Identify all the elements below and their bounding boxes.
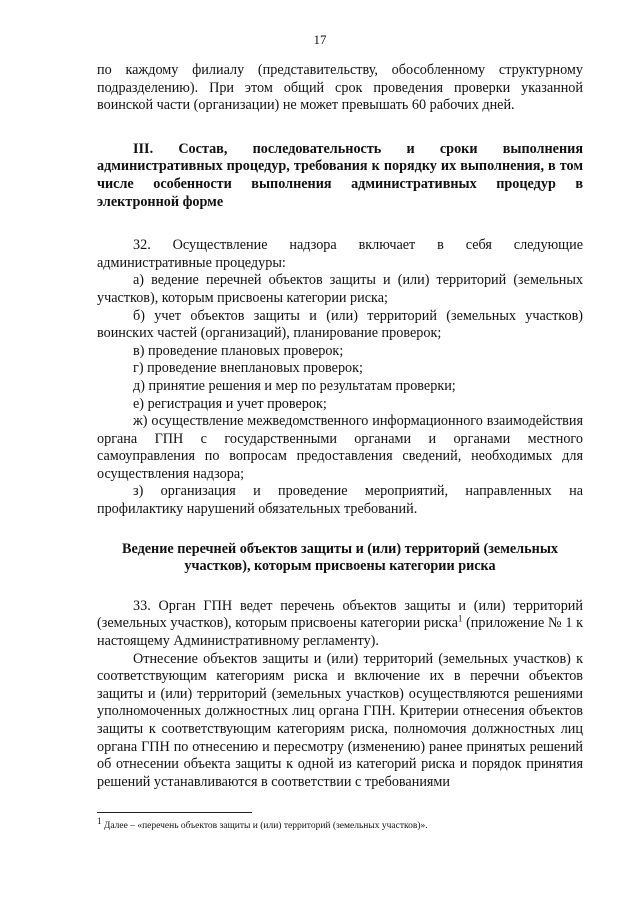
section-title: III. Состав, последовательность и сроки выполнения административных процедур, требования к порядку их выполнения, в том числе особенности выполнения административных процедур в электронной форме (97, 140, 583, 210)
list-item-g: г) проведение внеплановых проверок; (133, 360, 363, 377)
list-item-z: з) организация и проведение мероприятий, направленных на профилактику нарушений обязательных требований. (97, 483, 583, 518)
footnote-divider (97, 812, 252, 813)
intro-paragraph: по каждому филиалу (представительству, обособленному структурному подразделению). При этом общий срок проведения проверки указанной воинской части (организации) не может превышать 60 рабочих дней. (97, 62, 583, 114)
item-33-paragraph (97, 598, 583, 651)
page-body (97, 62, 583, 791)
item-33-text-cont: (приложение № 1 к настоящему Административному регламенту). (97, 615, 583, 650)
list-item-b: б) учет объектов защиты и (или) территорий (земельных участков) воинских частей (организаций), планирование проверок; (97, 307, 583, 342)
footnote-reference[interactable]: 1 (457, 613, 463, 624)
footnote-text: Далее – «перечень объектов защиты и (или) территорий (земельных участков)». (101, 821, 428, 831)
item-32-lead: 32. Осуществление надзора включает в себя следующие административные процедуры: (97, 237, 583, 271)
list-item-d: д) принятие решения и мер по результатам проверки; (133, 377, 456, 394)
footnote (97, 815, 583, 832)
item-33-second-paragraph: Отнесение объектов защиты и (или) территорий (земельных участков) к соответствующим категориям риска и включение их в перечни объектов защиты и (или) территорий (земельных участков) осуществляются решениями уполномоченных должностных лиц органа ГПН. Критерии отнесения объектов защиты к соответствующим категориям риска, полномочия должностных лиц органа ГПН по отнесению и пересмотру (изменению) ранее принятых решений об отнесении объекта защиты к одной из категорий риска и порядок принятия решений устанавливаются в соответствии с требованиями (97, 650, 583, 790)
footnote-mark: 1 (97, 815, 102, 826)
item-33-text: 33. Орган ГПН ведет перечень объектов защиты и (или) территорий (земельных участков), которым присвоены категории риска (97, 597, 583, 632)
subsection-title: Ведение перечней объектов защиты и (или) территорий (земельных участков), которым присвоены категории риска (122, 540, 558, 575)
list-item-a: а) ведение перечней объектов защиты и (или) территорий (земельных участков), которым присвоены категории риска; (97, 272, 583, 306)
list-item-zh: ж) осуществление межведомственного информационного взаимодействия органа ГПН с государственными органами и органами местного самоуправления по вопросам предоставления сведений, необходимых для осуществления надзора; (97, 413, 583, 482)
page-number: 17 (313, 32, 327, 47)
list-item-v: в) проведение плановых проверок; (133, 342, 344, 359)
list-item-e: е) регистрация и учет проверок; (133, 395, 327, 412)
